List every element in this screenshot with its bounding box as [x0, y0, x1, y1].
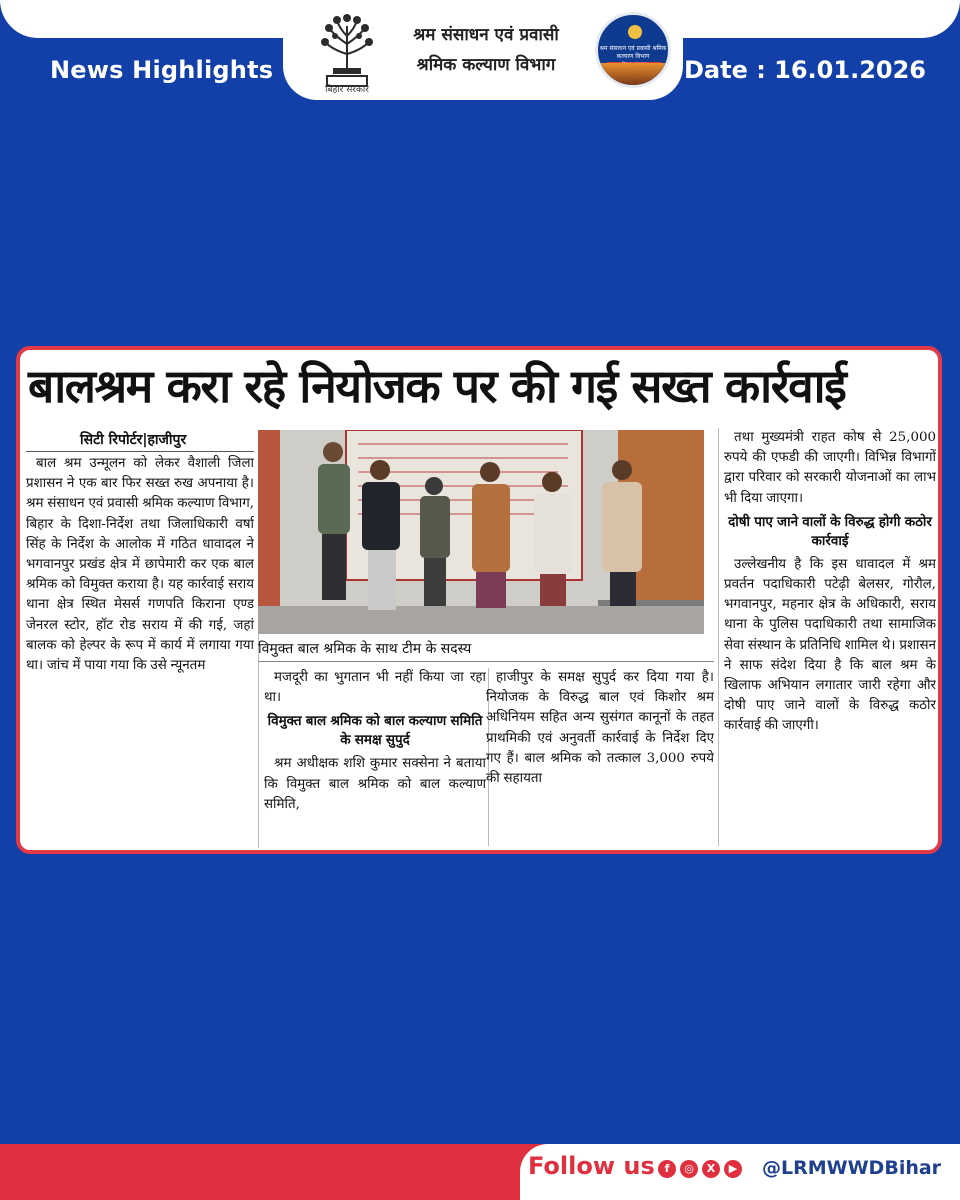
newspaper-clipping — [16, 346, 942, 854]
logo-emblem-icon — [628, 25, 642, 39]
article-column-3 — [486, 668, 714, 846]
column-1-text: बाल श्रम उन्मूलन को लेकर वैशाली जिला प्रशासन ने एक बार फिर सख्त रुख अपनाया है। श्रम संसाधन एवं प्रवासी श्रमिक कल्याण विभाग, बिहार के दिशा-निर्देश तथा जिलाधिकारी वर्षा सिंह के निर्देश के आलोक में गठित धावादल ने भगवानपुर प्रखंड क्षेत्र में छापेमारी कर एक बाल श्रमिक को विमुक्त कराया है। यह कार्रवाई सराय थाना क्षेत्र स्थित मेसर्स गणपति किराना एण्ड जेनरल स्टोर, हॉट रोड सराय में की गई, जहां बालक को हेल्पर के रूप में कार्य में लगाया गया था। जांच में पाया गया कि उसे न्यूनतम — [26, 456, 254, 674]
column-2-text-2: श्रम अधीक्षक शशि कुमार सक्सेना ने बताया कि विमुक्त बाल श्रमिक को बाल कल्याण समिति, — [264, 756, 486, 812]
social-handle[interactable]: @LRMWWDBihar — [762, 1157, 942, 1179]
department-name-line2: श्रमिक कल्याण विभाग — [416, 55, 556, 75]
date-label: Date : 16.01.2026 — [683, 56, 926, 84]
column-4-subheading: दोषी पाए जाने वालों के विरुद्ध होगी कठोर कार्रवाई — [728, 513, 932, 549]
logo-sunset-graphic — [598, 63, 668, 85]
news-highlights-title: News Highlights — [50, 56, 274, 84]
column-4-text-2: उल्लेखनीय है कि इस धावादल में श्रम प्रवर्तन पदाधिकारी पटेढ़ी बेलसर, गोरौल, भगवानपुर, महनार क्षेत्र के अधिकारी, सराय थाना के पुलिस पदाधिकारी तथा सामाजिक सेवा संस्थान के प्रतिनिधि शामिल थे। प्रशासन ने साफ संदेश दिया है कि बाल श्रम के खिलाफ अभियान लगातार जारी रहेगा और दोषी पाए जाने वालों के विरुद्ध कठोर कार्रवाई की जाएगी। — [724, 556, 936, 734]
article-column-2 — [264, 668, 486, 846]
photo-caption: विमुक्त बाल श्रमिक के साथ टीम के सदस्य — [258, 636, 714, 662]
article-column-4 — [724, 428, 936, 846]
youtube-icon[interactable]: ▶ — [724, 1160, 742, 1178]
x-icon[interactable]: X — [702, 1160, 720, 1178]
article-headline: बालश्रम करा रहे नियोजक पर की गई सख्त कार्रवाई — [28, 359, 846, 413]
department-name — [375, 20, 597, 80]
follow-us-label: Follow us — [528, 1152, 655, 1180]
column-2-text-1: मजदूरी का भुगतान भी नहीं किया जा रहा था। — [264, 670, 486, 706]
department-logo-icon — [595, 12, 671, 88]
article-photo — [258, 430, 704, 634]
logo-text: श्रम संसाधन एवं प्रवासी श्रमिक कल्याण विभाग — [599, 45, 667, 60]
column-4-text-1: तथा मुख्यमंत्री राहत कोष से 25,000 रुपये की एफडी की जाएगी। विभिन्न विभागों द्वारा परिवार को सरकारी योजनाओं का लाभ भी दिया जाएगा। — [724, 430, 936, 506]
team-photo-illustration — [258, 430, 704, 634]
article-column-1 — [26, 454, 254, 848]
column-2-subheading: विमुक्त बाल श्रमिक को बाल कल्याण समिति के समक्ष सुपुर्द — [267, 713, 483, 749]
facebook-icon[interactable]: f — [658, 1160, 676, 1178]
emblem-caption: बिहार सरकार — [325, 85, 369, 95]
department-header — [283, 0, 683, 100]
department-name-line1: श्रम संसाधन एवं प्रवासी — [413, 25, 559, 45]
article-byline: सिटी रिपोर्टर|हाजीपुर — [80, 432, 187, 448]
byline-rule — [26, 451, 254, 452]
column-divider — [718, 428, 719, 846]
column-3-text: हाजीपुर के समक्ष सुपुर्द कर दिया गया है। नियोजक के विरुद्ध बाल एवं किशोर श्रम अधिनियम सहित अन्य सुसंगत कानूनों के तहत प्राथमिकी एवं अनुवर्ती कार्रवाई के निर्देश दिए गए हैं। बाल श्रमिक को तत्काल 3,000 रुपये की सहायता — [486, 670, 714, 787]
instagram-icon[interactable]: ◎ — [680, 1160, 698, 1178]
